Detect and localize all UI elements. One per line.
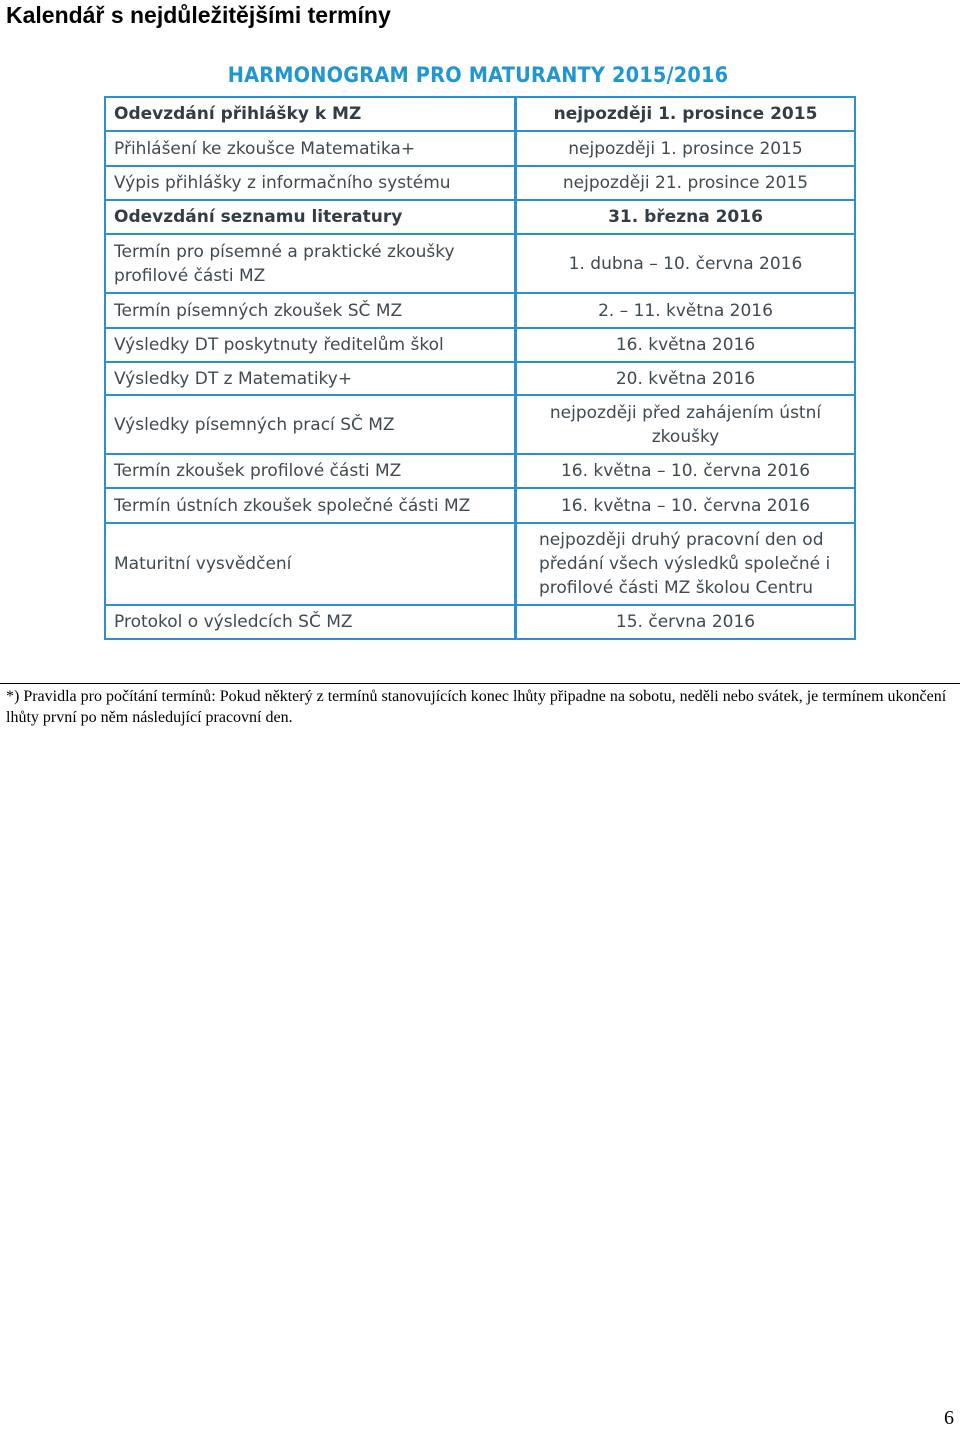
- row-label: Termín písemných zkoušek SČ MZ: [105, 293, 516, 328]
- row-date: 15. června 2016: [516, 605, 856, 639]
- row-label: Výpis přihlášky z informačního systému: [105, 166, 516, 200]
- row-date: 31. března 2016: [516, 200, 856, 234]
- table-row: [105, 97, 855, 131]
- row-label: Přihlášení ke zkoušce Matematika+: [105, 131, 516, 166]
- footnote: *) Pravidla pro počítání termínů: Pokud některý z termínů stanovujících konec lhůty připadne na sobotu, neděli nebo svátek, je termínem ukončení lhůty první po něm následující pracovní den.: [6, 688, 947, 726]
- table-row: [105, 605, 855, 639]
- table-row: [105, 454, 855, 488]
- footnote-divider: [0, 683, 960, 684]
- row-date: 20. května 2016: [516, 362, 856, 395]
- schedule-table: [104, 96, 856, 640]
- row-date: nejpozději 1. prosince 2015: [516, 97, 856, 131]
- schedule-figure: [104, 58, 856, 640]
- row-date: 1. dubna – 10. června 2016: [516, 234, 856, 293]
- table-row: [105, 488, 855, 523]
- row-date: 16. května – 10. června 2016: [516, 488, 856, 523]
- row-label: Výsledky DT z Matematiky+: [105, 362, 516, 395]
- table-row: [105, 395, 855, 454]
- row-date: nejpozději druhý pracovní den od předání všech výsledků společné i profilové části MZ školou Centru: [516, 523, 856, 605]
- row-label: Termín ústních zkoušek společné části MZ: [105, 488, 516, 523]
- row-date: 2. – 11. května 2016: [516, 293, 856, 328]
- page-title: Kalendář s nejdůležitějšími termíny: [6, 2, 391, 28]
- row-label: Termín pro písemné a praktické zkoušky profilové části MZ: [105, 234, 516, 293]
- row-date: nejpozději 1. prosince 2015: [516, 131, 856, 166]
- row-label: Odevzdání přihlášky k MZ: [105, 97, 516, 131]
- row-label: Termín zkoušek profilové části MZ: [105, 454, 516, 488]
- row-date: 16. května 2016: [516, 328, 856, 362]
- row-date: nejpozději 21. prosince 2015: [516, 166, 856, 200]
- table-row: [105, 293, 855, 328]
- row-date: nejpozději před zahájením ústní zkoušky: [516, 395, 856, 454]
- row-label: Výsledky DT poskytnuty ředitelům škol: [105, 328, 516, 362]
- table-row: [105, 328, 855, 362]
- figure-title: HARMONOGRAM PRO MATURANTY 2015/2016: [227, 63, 729, 87]
- table-row: [105, 131, 855, 166]
- row-label: Odevzdání seznamu literatury: [105, 200, 516, 234]
- table-row: [105, 523, 855, 605]
- row-label: Maturitní vysvědčení: [105, 523, 516, 605]
- table-row: [105, 166, 855, 200]
- row-date: 16. května – 10. června 2016: [516, 454, 856, 488]
- row-label: Protokol o výsledcích SČ MZ: [105, 605, 516, 639]
- table-row: [105, 200, 855, 234]
- page-number: 6: [944, 1407, 954, 1429]
- row-label: Výsledky písemných prací SČ MZ: [105, 395, 516, 454]
- table-row: [105, 362, 855, 395]
- table-row: [105, 234, 855, 293]
